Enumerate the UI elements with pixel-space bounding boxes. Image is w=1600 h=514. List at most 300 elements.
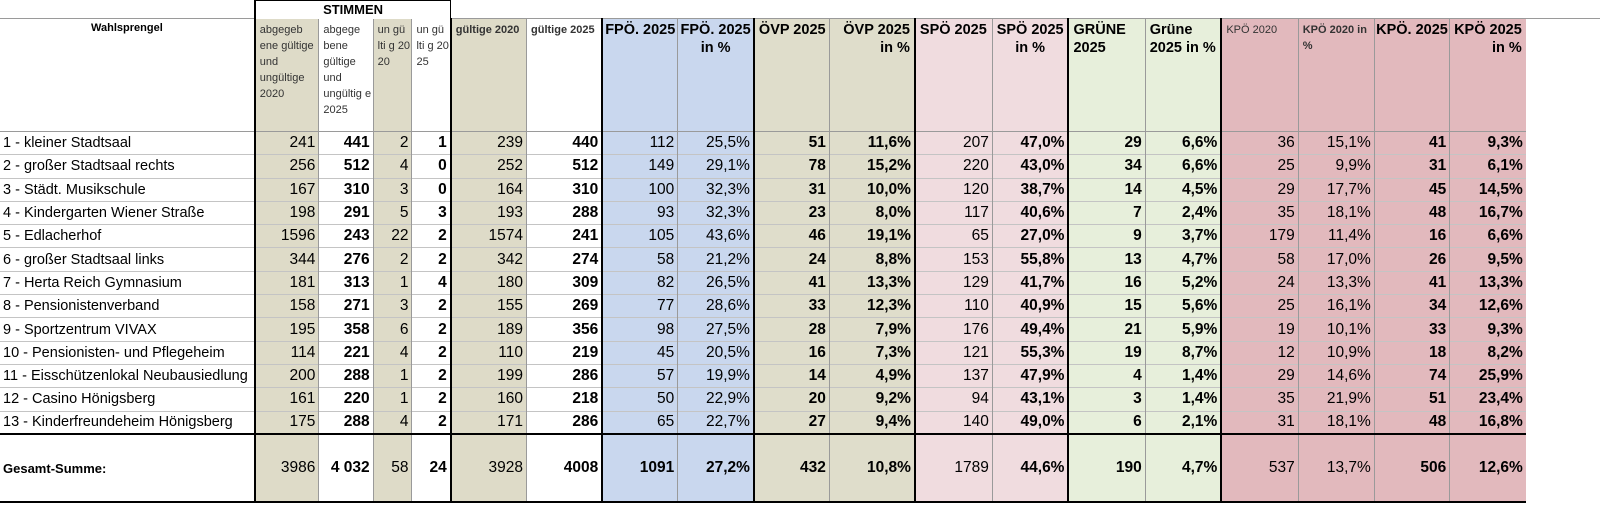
column-header-14: Grüne 2025 in % <box>1145 19 1221 132</box>
cell-col-6: 288 <box>527 201 603 224</box>
cell-col-1: 241 <box>255 132 319 155</box>
cell-col-7: 149 <box>602 155 678 178</box>
cell-col-16: 13,3% <box>1298 271 1374 294</box>
cell-col-2: 220 <box>319 388 373 411</box>
cell-col-7: 112 <box>602 132 678 155</box>
cell-col-15: 179 <box>1221 225 1298 248</box>
cell-col-3: 1 <box>373 388 412 411</box>
cell-col-7: 45 <box>602 341 678 364</box>
cell-col-9: 23 <box>754 201 829 224</box>
cell-col-18: 9,5% <box>1450 248 1526 271</box>
station-name: 1 - kleiner Stadtsaal <box>0 132 255 155</box>
cell-col-5: 199 <box>451 364 527 387</box>
cell-col-6: 286 <box>527 411 603 434</box>
cell-col-16: 10,9% <box>1298 341 1374 364</box>
cell-col-18: 8,2% <box>1450 341 1526 364</box>
cell-col-4: 2 <box>412 318 451 341</box>
cell-col-17: 34 <box>1374 295 1449 318</box>
cell-col-4: 0 <box>412 178 451 201</box>
cell-col-5: 171 <box>451 411 527 434</box>
cell-col-6: 310 <box>527 178 603 201</box>
cell-col-16: 14,6% <box>1298 364 1374 387</box>
cell-col-17: 51 <box>1374 388 1449 411</box>
cell-col-17: 16 <box>1374 225 1449 248</box>
cell-col-10: 10,8% <box>829 434 915 502</box>
wahlsprengel-header: Wahlsprengel <box>0 19 255 132</box>
cell-col-17: 26 <box>1374 248 1449 271</box>
cell-col-18: 12,6% <box>1450 434 1526 502</box>
cell-col-9: 14 <box>754 364 829 387</box>
station-name: 8 - Pensionistenverband <box>0 295 255 318</box>
cell-col-2: 441 <box>319 132 373 155</box>
cell-col-8: 19,9% <box>678 364 754 387</box>
cell-col-5: 342 <box>451 248 527 271</box>
cell-col-18: 6,6% <box>1450 225 1526 248</box>
cell-col-3: 5 <box>373 201 412 224</box>
cell-col-5: 164 <box>451 178 527 201</box>
cell-col-2: 288 <box>319 364 373 387</box>
cell-col-10: 7,9% <box>829 318 915 341</box>
cell-col-4: 2 <box>412 388 451 411</box>
cell-col-12: 47,0% <box>992 132 1068 155</box>
cell-col-10: 10,0% <box>829 178 915 201</box>
cell-col-14: 6,6% <box>1145 155 1221 178</box>
cell-col-17: 48 <box>1374 411 1449 434</box>
cell-col-15: 29 <box>1221 364 1298 387</box>
cell-col-4: 2 <box>412 341 451 364</box>
cell-col-1: 198 <box>255 201 319 224</box>
cell-col-7: 57 <box>602 364 678 387</box>
cell-col-7: 50 <box>602 388 678 411</box>
cell-col-8: 27,2% <box>678 434 754 502</box>
table-row <box>0 271 1600 294</box>
cell-col-12: 43,1% <box>992 388 1068 411</box>
cell-col-18: 12,6% <box>1450 295 1526 318</box>
cell-col-15: 29 <box>1221 178 1298 201</box>
cell-col-7: 65 <box>602 411 678 434</box>
cell-col-3: 1 <box>373 364 412 387</box>
cell-col-16: 10,1% <box>1298 318 1374 341</box>
cell-col-2: 271 <box>319 295 373 318</box>
station-name: 9 - Sportzentrum VIVAX <box>0 318 255 341</box>
cell-col-6: 274 <box>527 248 603 271</box>
cell-col-9: 41 <box>754 271 829 294</box>
table-row <box>0 155 1600 178</box>
cell-col-1: 181 <box>255 271 319 294</box>
cell-col-13: 15 <box>1068 295 1145 318</box>
station-name: 12 - Casino Hönigsberg <box>0 388 255 411</box>
stimmen-group-header: STIMMEN <box>255 1 451 19</box>
cell-col-5: 110 <box>451 341 527 364</box>
cell-col-7: 105 <box>602 225 678 248</box>
cell-col-13: 21 <box>1068 318 1145 341</box>
cell-col-4: 1 <box>412 132 451 155</box>
cell-col-2: 358 <box>319 318 373 341</box>
cell-col-7: 93 <box>602 201 678 224</box>
cell-col-18: 25,9% <box>1450 364 1526 387</box>
column-header-13: GRÜNE 2025 <box>1068 19 1145 132</box>
cell-col-11: 120 <box>915 178 992 201</box>
cell-col-15: 35 <box>1221 388 1298 411</box>
cell-col-9: 16 <box>754 341 829 364</box>
cell-col-6: 218 <box>527 388 603 411</box>
cell-col-7: 1091 <box>602 434 678 502</box>
cell-col-1: 1596 <box>255 225 319 248</box>
cell-col-6: 241 <box>527 225 603 248</box>
cell-col-16: 15,1% <box>1298 132 1374 155</box>
cell-col-12: 55,8% <box>992 248 1068 271</box>
cell-col-15: 24 <box>1221 271 1298 294</box>
cell-col-5: 155 <box>451 295 527 318</box>
cell-col-7: 100 <box>602 178 678 201</box>
cell-col-11: 140 <box>915 411 992 434</box>
cell-col-8: 22,7% <box>678 411 754 434</box>
cell-col-13: 190 <box>1068 434 1145 502</box>
cell-col-15: 25 <box>1221 295 1298 318</box>
table-row <box>0 318 1600 341</box>
cell-col-4: 2 <box>412 364 451 387</box>
cell-col-5: 180 <box>451 271 527 294</box>
cell-col-18: 6,1% <box>1450 155 1526 178</box>
cell-col-15: 36 <box>1221 132 1298 155</box>
cell-col-16: 18,1% <box>1298 201 1374 224</box>
column-header-4: un gü lti g 20 25 <box>412 19 451 132</box>
cell-col-16: 13,7% <box>1298 434 1374 502</box>
station-name: Gesamt-Summe: <box>0 434 255 502</box>
cell-col-14: 4,7% <box>1145 248 1221 271</box>
cell-col-8: 25,5% <box>678 132 754 155</box>
cell-col-6: 512 <box>527 155 603 178</box>
cell-col-10: 4,9% <box>829 364 915 387</box>
corner-cell <box>0 1 255 19</box>
cell-col-9: 27 <box>754 411 829 434</box>
cell-col-12: 41,7% <box>992 271 1068 294</box>
table-row <box>0 248 1600 271</box>
cell-col-7: 82 <box>602 271 678 294</box>
column-header-8: FPÖ. 2025 in % <box>678 19 754 132</box>
station-name: 13 - Kinderfreundeheim Hönigsberg <box>0 411 255 434</box>
cell-col-10: 9,2% <box>829 388 915 411</box>
cell-col-14: 5,6% <box>1145 295 1221 318</box>
cell-col-9: 31 <box>754 178 829 201</box>
cell-col-17: 74 <box>1374 364 1449 387</box>
cell-col-17: 41 <box>1374 271 1449 294</box>
cell-col-8: 21,2% <box>678 248 754 271</box>
table-row <box>0 178 1600 201</box>
column-header-12: SPÖ 2025 in % <box>992 19 1068 132</box>
cell-col-4: 2 <box>412 248 451 271</box>
cell-col-14: 4,5% <box>1145 178 1221 201</box>
cell-col-8: 22,9% <box>678 388 754 411</box>
cell-col-10: 12,3% <box>829 295 915 318</box>
cell-col-15: 35 <box>1221 201 1298 224</box>
cell-col-15: 12 <box>1221 341 1298 364</box>
table-body <box>0 1 1600 503</box>
cell-col-2: 276 <box>319 248 373 271</box>
cell-col-5: 189 <box>451 318 527 341</box>
cell-col-13: 13 <box>1068 248 1145 271</box>
column-header-11: SPÖ 2025 <box>915 19 992 132</box>
column-header-5: gültige 2020 <box>451 19 527 132</box>
cell-col-15: 25 <box>1221 155 1298 178</box>
cell-col-16: 18,1% <box>1298 411 1374 434</box>
cell-col-9: 51 <box>754 132 829 155</box>
cell-col-7: 77 <box>602 295 678 318</box>
cell-col-8: 43,6% <box>678 225 754 248</box>
table-row <box>0 201 1600 224</box>
cell-col-8: 20,5% <box>678 341 754 364</box>
cell-col-13: 7 <box>1068 201 1145 224</box>
table-row <box>0 225 1600 248</box>
cell-col-3: 3 <box>373 178 412 201</box>
cell-col-9: 46 <box>754 225 829 248</box>
cell-col-6: 440 <box>527 132 603 155</box>
cell-col-1: 344 <box>255 248 319 271</box>
cell-col-13: 4 <box>1068 364 1145 387</box>
station-name: 4 - Kindergarten Wiener Straße <box>0 201 255 224</box>
cell-col-1: 3986 <box>255 434 319 502</box>
cell-col-17: 45 <box>1374 178 1449 201</box>
cell-col-12: 40,6% <box>992 201 1068 224</box>
station-name: 3 - Städt. Musikschule <box>0 178 255 201</box>
cell-col-4: 3 <box>412 201 451 224</box>
cell-col-17: 31 <box>1374 155 1449 178</box>
table-row <box>0 411 1600 434</box>
cell-col-7: 98 <box>602 318 678 341</box>
cell-col-14: 1,4% <box>1145 364 1221 387</box>
cell-col-14: 3,7% <box>1145 225 1221 248</box>
cell-col-8: 28,6% <box>678 295 754 318</box>
station-name: 10 - Pensionisten- und Pflegeheim <box>0 341 255 364</box>
cell-col-17: 506 <box>1374 434 1449 502</box>
table-row <box>0 364 1600 387</box>
column-header-15: KPÖ 2020 <box>1221 19 1298 132</box>
cell-col-6: 286 <box>527 364 603 387</box>
cell-col-2: 221 <box>319 341 373 364</box>
cell-col-11: 110 <box>915 295 992 318</box>
cell-col-8: 26,5% <box>678 271 754 294</box>
cell-col-1: 167 <box>255 178 319 201</box>
cell-col-16: 16,1% <box>1298 295 1374 318</box>
cell-col-14: 5,9% <box>1145 318 1221 341</box>
cell-col-6: 4008 <box>527 434 603 502</box>
cell-col-9: 20 <box>754 388 829 411</box>
cell-col-18: 13,3% <box>1450 271 1526 294</box>
station-name: 2 - großer Stadtsaal rechts <box>0 155 255 178</box>
cell-col-14: 1,4% <box>1145 388 1221 411</box>
cell-col-1: 114 <box>255 341 319 364</box>
cell-col-1: 256 <box>255 155 319 178</box>
cell-col-5: 160 <box>451 388 527 411</box>
column-header-9: ÖVP 2025 <box>754 19 829 132</box>
total-row <box>0 434 1600 502</box>
cell-col-18: 9,3% <box>1450 318 1526 341</box>
cell-col-4: 2 <box>412 225 451 248</box>
cell-col-3: 4 <box>373 155 412 178</box>
cell-col-17: 33 <box>1374 318 1449 341</box>
cell-col-16: 11,4% <box>1298 225 1374 248</box>
cell-col-8: 32,3% <box>678 178 754 201</box>
column-header-1: abgegeb ene gültige und ungültige 2020 <box>255 19 319 132</box>
cell-col-2: 243 <box>319 225 373 248</box>
cell-col-17: 41 <box>1374 132 1449 155</box>
cell-col-11: 137 <box>915 364 992 387</box>
cell-col-10: 11,6% <box>829 132 915 155</box>
table-row <box>0 388 1600 411</box>
cell-col-3: 4 <box>373 341 412 364</box>
table-row <box>0 295 1600 318</box>
cell-col-12: 49,0% <box>992 411 1068 434</box>
cell-col-2: 313 <box>319 271 373 294</box>
cell-col-16: 21,9% <box>1298 388 1374 411</box>
cell-col-12: 40,9% <box>992 295 1068 318</box>
cell-col-14: 4,7% <box>1145 434 1221 502</box>
cell-col-11: 1789 <box>915 434 992 502</box>
cell-col-17: 48 <box>1374 201 1449 224</box>
cell-col-11: 176 <box>915 318 992 341</box>
header-top-row <box>0 1 1600 19</box>
column-header-7: FPÖ. 2025 <box>602 19 678 132</box>
cell-col-1: 195 <box>255 318 319 341</box>
cell-col-18: 23,4% <box>1450 388 1526 411</box>
station-name: 5 - Edlacherhof <box>0 225 255 248</box>
cell-col-12: 43,0% <box>992 155 1068 178</box>
cell-col-11: 220 <box>915 155 992 178</box>
cell-col-1: 200 <box>255 364 319 387</box>
cell-col-13: 6 <box>1068 411 1145 434</box>
cell-col-16: 17,0% <box>1298 248 1374 271</box>
cell-col-15: 58 <box>1221 248 1298 271</box>
cell-col-7: 58 <box>602 248 678 271</box>
column-header-17: KPÖ. 2025 <box>1374 19 1449 132</box>
cell-col-10: 8,8% <box>829 248 915 271</box>
cell-col-14: 6,6% <box>1145 132 1221 155</box>
cell-col-16: 9,9% <box>1298 155 1374 178</box>
cell-col-11: 153 <box>915 248 992 271</box>
cell-col-12: 47,9% <box>992 364 1068 387</box>
cell-col-2: 291 <box>319 201 373 224</box>
cell-col-16: 17,7% <box>1298 178 1374 201</box>
cell-col-9: 24 <box>754 248 829 271</box>
cell-col-3: 4 <box>373 411 412 434</box>
cell-col-4: 2 <box>412 295 451 318</box>
cell-col-10: 9,4% <box>829 411 915 434</box>
cell-col-9: 28 <box>754 318 829 341</box>
cell-col-14: 2,1% <box>1145 411 1221 434</box>
cell-col-18: 16,8% <box>1450 411 1526 434</box>
table-row <box>0 132 1600 155</box>
cell-col-12: 44,6% <box>992 434 1068 502</box>
cell-col-10: 19,1% <box>829 225 915 248</box>
cell-col-2: 512 <box>319 155 373 178</box>
cell-col-12: 38,7% <box>992 178 1068 201</box>
column-header-10: ÖVP 2025 in % <box>829 19 915 132</box>
cell-col-9: 432 <box>754 434 829 502</box>
cell-col-13: 9 <box>1068 225 1145 248</box>
cell-col-18: 9,3% <box>1450 132 1526 155</box>
cell-col-6: 219 <box>527 341 603 364</box>
cell-col-10: 15,2% <box>829 155 915 178</box>
cell-col-2: 4 032 <box>319 434 373 502</box>
cell-col-9: 78 <box>754 155 829 178</box>
cell-col-13: 16 <box>1068 271 1145 294</box>
cell-col-12: 49,4% <box>992 318 1068 341</box>
cell-col-3: 2 <box>373 248 412 271</box>
cell-col-1: 161 <box>255 388 319 411</box>
cell-col-4: 0 <box>412 155 451 178</box>
cell-col-14: 5,2% <box>1145 271 1221 294</box>
cell-col-9: 33 <box>754 295 829 318</box>
cell-col-4: 2 <box>412 411 451 434</box>
cell-col-15: 537 <box>1221 434 1298 502</box>
cell-col-5: 193 <box>451 201 527 224</box>
column-header-3: un gü lti g 20 20 <box>373 19 412 132</box>
cell-col-14: 8,7% <box>1145 341 1221 364</box>
cell-col-10: 7,3% <box>829 341 915 364</box>
cell-col-3: 58 <box>373 434 412 502</box>
cell-col-3: 2 <box>373 132 412 155</box>
cell-col-10: 8,0% <box>829 201 915 224</box>
cell-col-5: 239 <box>451 132 527 155</box>
cell-col-8: 32,3% <box>678 201 754 224</box>
cell-col-2: 288 <box>319 411 373 434</box>
cell-col-5: 1574 <box>451 225 527 248</box>
cell-col-18: 14,5% <box>1450 178 1526 201</box>
cell-col-5: 3928 <box>451 434 527 502</box>
station-name: 6 - großer Stadtsaal links <box>0 248 255 271</box>
cell-col-6: 309 <box>527 271 603 294</box>
cell-col-15: 19 <box>1221 318 1298 341</box>
cell-col-1: 175 <box>255 411 319 434</box>
cell-col-13: 29 <box>1068 132 1145 155</box>
column-header-2: abgege bene gültige und ungültig e 2025 <box>319 19 373 132</box>
column-header-6: gültige 2025 <box>527 19 603 132</box>
cell-col-11: 129 <box>915 271 992 294</box>
cell-col-3: 22 <box>373 225 412 248</box>
cell-col-6: 356 <box>527 318 603 341</box>
cell-col-3: 3 <box>373 295 412 318</box>
cell-col-4: 4 <box>412 271 451 294</box>
cell-col-13: 34 <box>1068 155 1145 178</box>
station-name: 11 - Eisschützenlokal Neubausiedlung <box>0 364 255 387</box>
cell-col-2: 310 <box>319 178 373 201</box>
cell-col-18: 16,7% <box>1450 201 1526 224</box>
cell-col-10: 13,3% <box>829 271 915 294</box>
cell-col-11: 94 <box>915 388 992 411</box>
cell-col-13: 19 <box>1068 341 1145 364</box>
cell-col-15: 31 <box>1221 411 1298 434</box>
cell-col-8: 29,1% <box>678 155 754 178</box>
cell-col-11: 65 <box>915 225 992 248</box>
table-row <box>0 341 1600 364</box>
cell-col-11: 117 <box>915 201 992 224</box>
cell-col-14: 2,4% <box>1145 201 1221 224</box>
cell-col-5: 252 <box>451 155 527 178</box>
header-top-spacer <box>451 1 1600 19</box>
cell-col-13: 14 <box>1068 178 1145 201</box>
cell-col-17: 18 <box>1374 341 1449 364</box>
cell-col-6: 269 <box>527 295 603 318</box>
cell-col-11: 207 <box>915 132 992 155</box>
cell-col-13: 3 <box>1068 388 1145 411</box>
cell-col-4: 24 <box>412 434 451 502</box>
cell-col-12: 55,3% <box>992 341 1068 364</box>
cell-col-12: 27,0% <box>992 225 1068 248</box>
station-name: 7 - Herta Reich Gymnasium <box>0 271 255 294</box>
cell-col-1: 158 <box>255 295 319 318</box>
column-header-18: KPÖ 2025 in % <box>1450 19 1526 132</box>
header-row <box>0 19 1600 132</box>
